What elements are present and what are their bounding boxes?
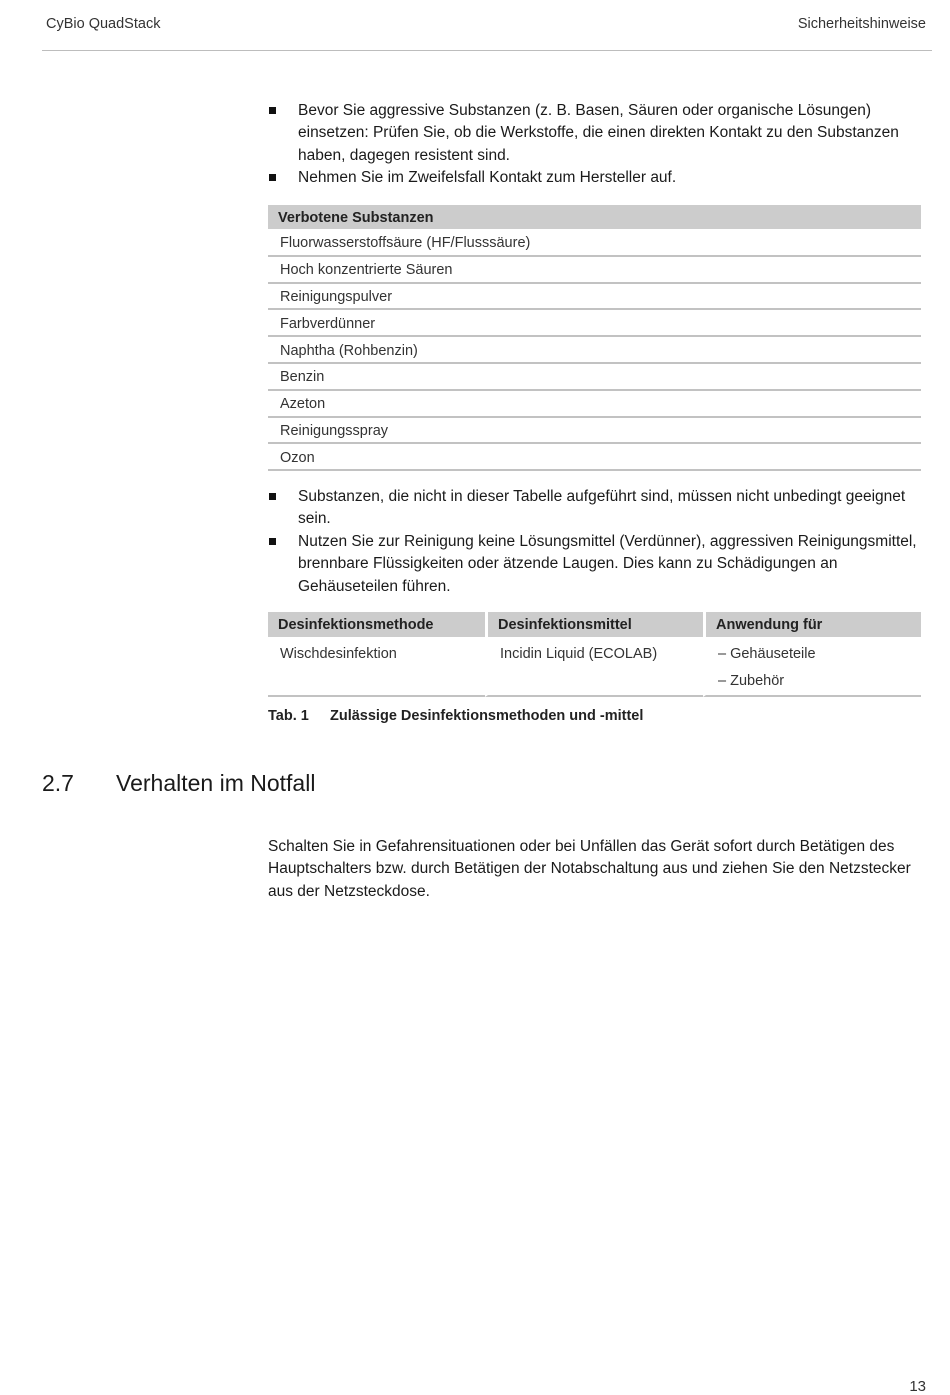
table-row xyxy=(268,283,921,310)
column-header-usage: Anwendung für xyxy=(703,612,921,637)
usage-item: – Gehäuseteile xyxy=(718,646,816,662)
list-item-text: Nehmen Sie im Zweifelsfall Kontakt zum Hersteller auf. xyxy=(298,169,677,187)
table-cell: Fluorwasserstoffsäure (HF/Flusssäure) xyxy=(268,229,921,256)
list-item xyxy=(268,486,921,531)
header-chapter-title: Sicherheitshinweise xyxy=(797,16,926,32)
table-cell: Hoch konzentrierte Säuren xyxy=(268,256,921,283)
list-item-text: Substanzen, die nicht in dieser Tabelle aufgeführt sind, müssen nicht unbedingt geeignet sein. xyxy=(298,488,906,528)
square-bullet-icon xyxy=(269,493,276,500)
agent-cell: Incidin Liquid (ECOLAB) xyxy=(485,637,703,697)
emergency-paragraph: Schalten Sie in Gefahrensituationen oder bei Unfällen das Gerät sofort durch Betätigen des Hauptschalters bzw. durch Betätigen der Notabschaltung aus und ziehen Sie den Netzstecker aus der Netzsteckdose. xyxy=(268,838,911,900)
section-number: 2.7 xyxy=(42,770,74,796)
table-row xyxy=(268,390,921,417)
table-cell: Ozon xyxy=(268,443,921,470)
bullet-list-intro xyxy=(268,100,921,190)
table-header-row xyxy=(268,205,921,229)
table-caption-number: Tab. 1 xyxy=(268,708,309,724)
table-header-row xyxy=(268,612,921,637)
table-row xyxy=(268,256,921,283)
column-header-agent: Desinfektionsmittel xyxy=(485,612,703,637)
disinfection-table xyxy=(268,612,921,697)
table-cell: Naphtha (Rohbenzin) xyxy=(268,336,921,363)
table-row xyxy=(268,309,921,336)
list-item xyxy=(268,531,921,598)
header-product-name: CyBio QuadStack xyxy=(46,16,161,32)
method-cell: Wischdesinfektion xyxy=(268,637,485,697)
column-header-method: Desinfektionsmethode xyxy=(268,612,485,637)
table-row xyxy=(268,229,921,256)
square-bullet-icon xyxy=(269,174,276,181)
list-item xyxy=(268,167,921,189)
table-cell: Reinigungsspray xyxy=(268,417,921,444)
table-cell: Benzin xyxy=(268,363,921,390)
section-heading xyxy=(42,770,315,797)
section-title: Verhalten im Notfall xyxy=(116,770,316,796)
table-row xyxy=(268,363,921,390)
table-cell: Reinigungspulver xyxy=(268,283,921,310)
table-row xyxy=(268,637,921,697)
table-row xyxy=(268,336,921,363)
list-item xyxy=(268,100,921,167)
column-header-forbidden-substances: Verbotene Substanzen xyxy=(268,205,921,229)
square-bullet-icon xyxy=(269,107,276,114)
bullet-list-notes xyxy=(268,486,921,598)
table-row xyxy=(268,443,921,470)
list-item-text: Bevor Sie aggressive Substanzen (z. B. Basen, Säuren oder organische Lösungen) einsetzen: Prüfen Sie, ob die Werkstoffe, die einen direkten Kontakt zu den Substanzen haben, dagegen resistent sind. xyxy=(298,102,899,164)
forbidden-substances-table xyxy=(268,205,921,471)
table-cell: Farbverdünner xyxy=(268,309,921,336)
table-caption xyxy=(268,708,643,724)
table-cell: Azeton xyxy=(268,390,921,417)
square-bullet-icon xyxy=(269,538,276,545)
table-caption-text: Zulässige Desinfektionsmethoden und -mittel xyxy=(330,708,644,724)
list-item-text: Nutzen Sie zur Reinigung keine Lösungsmittel (Verdünner), aggressiven Reinigungsmittel, brennbare Flüssigkeiten oder ätzende Laugen. Dies kann zu Schädigungen an Gehäuseteilen führen. xyxy=(298,532,917,595)
table-row xyxy=(268,417,921,444)
page-number: 13 xyxy=(909,1378,926,1395)
usage-item: – Zubehör xyxy=(718,673,785,689)
usage-cell xyxy=(703,637,921,697)
page-header xyxy=(42,0,932,51)
